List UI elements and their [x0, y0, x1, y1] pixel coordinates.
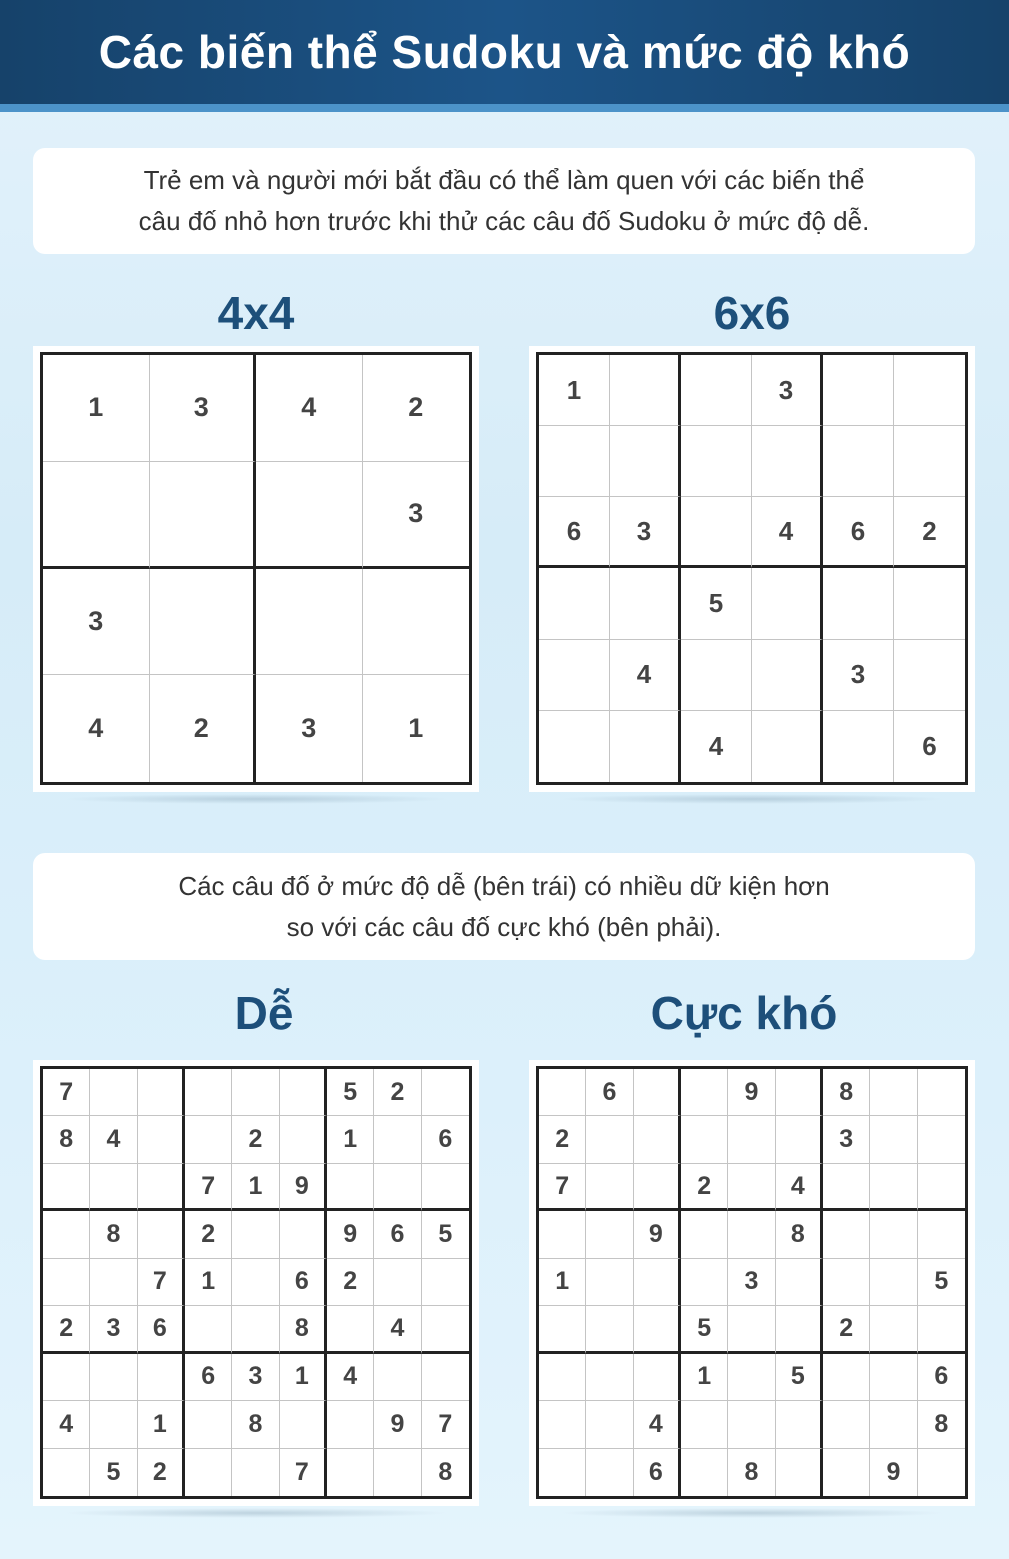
sudoku-cell	[422, 1354, 469, 1401]
sudoku-cell	[870, 1401, 917, 1448]
sudoku-cell: 3	[256, 675, 363, 782]
sudoku-cell	[138, 1211, 185, 1258]
sudoku-cell	[634, 1259, 681, 1306]
sudoku-cell: 3	[823, 1116, 870, 1163]
sudoku-cell	[823, 1354, 870, 1401]
sudoku-cell	[823, 711, 894, 782]
sudoku-cell: 4	[776, 1164, 823, 1211]
sudoku-cell	[539, 426, 610, 497]
sudoku-cell: 8	[918, 1401, 965, 1448]
sudoku-cell	[280, 1069, 327, 1116]
sudoku-cell	[327, 1306, 374, 1353]
sudoku-cell	[280, 1116, 327, 1163]
sudoku-cell	[823, 1259, 870, 1306]
sudoku-cell	[776, 1306, 823, 1353]
sudoku-cell: 4	[327, 1354, 374, 1401]
sudoku-grid-easy	[40, 1066, 472, 1499]
sudoku-cell	[232, 1259, 279, 1306]
sudoku-cell	[870, 1164, 917, 1211]
sudoku-cell	[280, 1401, 327, 1448]
sudoku-cell: 3	[232, 1354, 279, 1401]
sudoku-cell	[586, 1401, 633, 1448]
compare-note	[33, 853, 975, 960]
sudoku-cell: 9	[634, 1211, 681, 1258]
sudoku-cell: 4	[610, 640, 681, 711]
sudoku-cell	[90, 1354, 137, 1401]
sudoku-cell: 7	[280, 1449, 327, 1496]
sudoku-cell	[138, 1164, 185, 1211]
sudoku-cell	[894, 355, 965, 426]
puzzle-4x4-panel	[33, 346, 479, 792]
sudoku-cell	[539, 1354, 586, 1401]
sudoku-cell	[728, 1164, 775, 1211]
sudoku-cell	[43, 1354, 90, 1401]
sudoku-cell: 9	[374, 1401, 421, 1448]
sudoku-cell	[918, 1069, 965, 1116]
sudoku-cell	[870, 1306, 917, 1353]
sudoku-cell: 5	[422, 1211, 469, 1258]
intro-note	[33, 148, 975, 254]
sudoku-grid-extreme	[536, 1066, 968, 1499]
page-header	[0, 0, 1009, 112]
sudoku-cell	[327, 1401, 374, 1448]
sudoku-cell: 9	[870, 1449, 917, 1496]
sudoku-cell	[232, 1306, 279, 1353]
sudoku-cell	[539, 1401, 586, 1448]
sudoku-cell	[870, 1354, 917, 1401]
sudoku-cell	[776, 1116, 823, 1163]
sudoku-cell	[586, 1449, 633, 1496]
sudoku-cell: 6	[374, 1211, 421, 1258]
sudoku-cell	[539, 1306, 586, 1353]
sudoku-cell	[539, 711, 610, 782]
sudoku-cell: 7	[539, 1164, 586, 1211]
intro-note-line2: câu đố nhỏ hơn trước khi thử các câu đố Sudoku ở mức độ dễ.	[138, 206, 870, 236]
sudoku-cell	[752, 640, 823, 711]
sudoku-cell	[610, 355, 681, 426]
sudoku-cell	[90, 1401, 137, 1448]
sudoku-cell	[422, 1259, 469, 1306]
sudoku-cell: 8	[232, 1401, 279, 1448]
intro-note-line1: Trẻ em và người mới bắt đầu có thể làm quen với các biến thể	[143, 165, 865, 195]
sudoku-cell: 3	[90, 1306, 137, 1353]
sudoku-cell	[681, 1211, 728, 1258]
label-easy: Dễ	[234, 987, 294, 1039]
label-extreme: Cực khó	[650, 987, 838, 1039]
sudoku-cell: 3	[752, 355, 823, 426]
sudoku-cell: 2	[539, 1116, 586, 1163]
sudoku-cell: 7	[138, 1259, 185, 1306]
sudoku-cell: 6	[539, 497, 610, 568]
sudoku-cell	[752, 426, 823, 497]
sudoku-cell	[185, 1116, 232, 1163]
sudoku-cell: 1	[185, 1259, 232, 1306]
sudoku-cell	[776, 1069, 823, 1116]
sudoku-cell	[374, 1449, 421, 1496]
sudoku-cell	[776, 1449, 823, 1496]
puzzle-easy-panel	[33, 1060, 479, 1506]
sudoku-cell	[138, 1354, 185, 1401]
sudoku-cell: 8	[728, 1449, 775, 1496]
sudoku-cell	[43, 1449, 90, 1496]
puzzle-6x6-panel	[529, 346, 975, 792]
sudoku-cell: 1	[43, 355, 150, 462]
sudoku-cell	[894, 568, 965, 639]
sudoku-cell	[918, 1449, 965, 1496]
sudoku-cell	[138, 1116, 185, 1163]
sudoku-cell	[586, 1354, 633, 1401]
sudoku-cell: 2	[823, 1306, 870, 1353]
sudoku-cell: 4	[752, 497, 823, 568]
sudoku-cell: 1	[408, 713, 424, 744]
compare-note-line1: Các câu đố ở mức độ dễ (bên trái) có nhiều dữ kiện hơn	[178, 870, 830, 901]
sudoku-cell	[823, 1449, 870, 1496]
sudoku-cell: 9	[327, 1211, 374, 1258]
sudoku-cell: 2	[363, 355, 470, 462]
sudoku-cell	[586, 1259, 633, 1306]
sudoku-cell	[539, 1069, 586, 1116]
sudoku-cell: 1	[539, 355, 610, 426]
sudoku-cell: 8	[776, 1211, 823, 1258]
sudoku-cell: 4	[43, 675, 150, 782]
sudoku-cell	[185, 1449, 232, 1496]
sudoku-cell: 5	[90, 1449, 137, 1496]
sudoku-cell: 7	[43, 1069, 90, 1116]
sudoku-cell: 6	[918, 1354, 965, 1401]
sudoku-cell	[586, 1164, 633, 1211]
sudoku-cell: 8	[280, 1306, 327, 1353]
sudoku-cell	[138, 1069, 185, 1116]
sudoku-cell	[90, 1259, 137, 1306]
sudoku-cell	[776, 1259, 823, 1306]
sudoku-cell: 6	[138, 1306, 185, 1353]
sudoku-cell	[280, 1211, 327, 1258]
sudoku-cell: 5	[327, 1069, 374, 1116]
sudoku-cell	[374, 1259, 421, 1306]
sudoku-cell	[90, 1164, 137, 1211]
sudoku-cell	[539, 1211, 586, 1258]
sudoku-cell: 5	[918, 1259, 965, 1306]
sudoku-cell	[870, 1069, 917, 1116]
sudoku-cell	[232, 1449, 279, 1496]
sudoku-cell: 5	[776, 1354, 823, 1401]
sudoku-cell	[185, 1069, 232, 1116]
sudoku-cell: 7	[185, 1164, 232, 1211]
sudoku-cell: 2	[185, 1211, 232, 1258]
sudoku-cell	[681, 1449, 728, 1496]
sudoku-cell	[823, 426, 894, 497]
sudoku-cell	[422, 1306, 469, 1353]
sudoku-cell	[776, 1401, 823, 1448]
sudoku-cell	[374, 1164, 421, 1211]
sudoku-cell	[232, 1211, 279, 1258]
sudoku-cell: 6	[823, 497, 894, 568]
sudoku-cell	[539, 568, 610, 639]
compare-note-line2: so với các câu đố cực khó (bên phải).	[286, 911, 722, 942]
sudoku-cell	[256, 462, 363, 569]
sudoku-cell	[918, 1116, 965, 1163]
sudoku-cell	[43, 462, 150, 569]
sudoku-cell: 1	[539, 1259, 586, 1306]
sudoku-cell: 2	[138, 1449, 185, 1496]
sudoku-cell	[752, 711, 823, 782]
sudoku-cell	[90, 1069, 137, 1116]
sudoku-cell: 8	[43, 1116, 90, 1163]
sudoku-cell: 3	[728, 1259, 775, 1306]
sudoku-cell: 8	[438, 1457, 453, 1486]
sudoku-cell	[894, 426, 965, 497]
sudoku-cell: 8	[90, 1211, 137, 1258]
sudoku-cell: 6	[634, 1449, 681, 1496]
sudoku-cell	[681, 640, 752, 711]
sudoku-cell	[634, 1116, 681, 1163]
sudoku-cell: 4	[374, 1306, 421, 1353]
sudoku-cell	[185, 1401, 232, 1448]
sudoku-cell	[374, 1116, 421, 1163]
sudoku-cell: 1	[681, 1354, 728, 1401]
sudoku-cell: 4	[634, 1401, 681, 1448]
sudoku-cell: 6	[922, 730, 937, 761]
sudoku-cell: 4	[43, 1401, 90, 1448]
sudoku-cell	[586, 1306, 633, 1353]
sudoku-cell	[634, 1306, 681, 1353]
sudoku-cell: 1	[327, 1116, 374, 1163]
sudoku-cell: 2	[327, 1259, 374, 1306]
sudoku-cell	[634, 1164, 681, 1211]
sudoku-cell	[185, 1306, 232, 1353]
sudoku-cell: 2	[150, 675, 257, 782]
sudoku-cell	[870, 1211, 917, 1258]
sudoku-cell: 2	[43, 1306, 90, 1353]
sudoku-cell	[870, 1116, 917, 1163]
sudoku-cell: 6	[586, 1069, 633, 1116]
sudoku-cell: 1	[280, 1354, 327, 1401]
sudoku-cell: 5	[681, 568, 752, 639]
sudoku-cell	[681, 426, 752, 497]
puzzle-extreme-panel	[529, 1060, 975, 1506]
sudoku-cell: 6	[422, 1116, 469, 1163]
sudoku-cell	[681, 355, 752, 426]
sudoku-cell: 9	[280, 1164, 327, 1211]
sudoku-cell	[43, 1164, 90, 1211]
sudoku-cell	[327, 1164, 374, 1211]
sudoku-cell: 2	[374, 1069, 421, 1116]
sudoku-cell	[232, 1069, 279, 1116]
sudoku-cell	[752, 568, 823, 639]
sudoku-cell	[374, 1354, 421, 1401]
sudoku-cell	[586, 1211, 633, 1258]
sudoku-cell: 6	[185, 1354, 232, 1401]
sudoku-cell	[363, 569, 470, 676]
sudoku-cell: 9	[728, 1069, 775, 1116]
sudoku-cell	[634, 1354, 681, 1401]
label-6x6: 6x6	[713, 287, 791, 339]
sudoku-cell: 3	[150, 355, 257, 462]
sudoku-cell	[150, 569, 257, 676]
sudoku-cell	[681, 1069, 728, 1116]
sudoku-cell	[870, 1259, 917, 1306]
sudoku-cell	[43, 1259, 90, 1306]
sudoku-cell	[422, 1069, 469, 1116]
sudoku-cell	[918, 1306, 965, 1353]
sudoku-cell	[327, 1449, 374, 1496]
sudoku-cell	[728, 1116, 775, 1163]
sudoku-cell	[681, 1401, 728, 1448]
sudoku-cell	[150, 462, 257, 569]
sudoku-cell	[539, 1449, 586, 1496]
sudoku-cell: 4	[681, 711, 752, 782]
sudoku-cell: 3	[43, 569, 150, 676]
sudoku-cell: 6	[280, 1259, 327, 1306]
sudoku-cell	[610, 426, 681, 497]
sudoku-cell	[681, 1259, 728, 1306]
sudoku-cell	[539, 640, 610, 711]
sudoku-cell	[728, 1401, 775, 1448]
sudoku-cell	[728, 1306, 775, 1353]
sudoku-cell: 1	[138, 1401, 185, 1448]
sudoku-cell: 5	[681, 1306, 728, 1353]
page-title: Các biến thể Sudoku và mức độ khó	[98, 26, 911, 78]
sudoku-cell	[728, 1354, 775, 1401]
sudoku-cell: 2	[681, 1164, 728, 1211]
sudoku-cell: 3	[363, 462, 470, 569]
sudoku-cell	[823, 1164, 870, 1211]
sudoku-cell	[918, 1164, 965, 1211]
label-4x4: 4x4	[217, 287, 295, 339]
sudoku-cell	[681, 497, 752, 568]
sudoku-cell	[586, 1116, 633, 1163]
sudoku-cell	[823, 568, 894, 639]
sudoku-cell	[610, 568, 681, 639]
sudoku-cell: 4	[90, 1116, 137, 1163]
sudoku-grid-4x4	[40, 352, 472, 785]
sudoku-cell	[256, 569, 363, 676]
sudoku-cell	[823, 1401, 870, 1448]
sudoku-cell	[918, 1211, 965, 1258]
sudoku-cell: 2	[894, 497, 965, 568]
sudoku-cell: 1	[232, 1164, 279, 1211]
sudoku-cell	[681, 1116, 728, 1163]
sudoku-cell	[823, 355, 894, 426]
sudoku-grid-6x6	[536, 352, 968, 785]
sudoku-cell	[894, 640, 965, 711]
sudoku-cell	[728, 1211, 775, 1258]
sudoku-cell	[634, 1069, 681, 1116]
sudoku-cell	[43, 1211, 90, 1258]
sudoku-cell	[422, 1164, 469, 1211]
sudoku-cell: 3	[610, 497, 681, 568]
sudoku-cell: 4	[256, 355, 363, 462]
sudoku-cell	[823, 1211, 870, 1258]
sudoku-cell: 2	[232, 1116, 279, 1163]
sudoku-cell: 3	[823, 640, 894, 711]
sudoku-cell: 8	[823, 1069, 870, 1116]
sudoku-cell: 7	[422, 1401, 469, 1448]
sudoku-cell	[610, 711, 681, 782]
